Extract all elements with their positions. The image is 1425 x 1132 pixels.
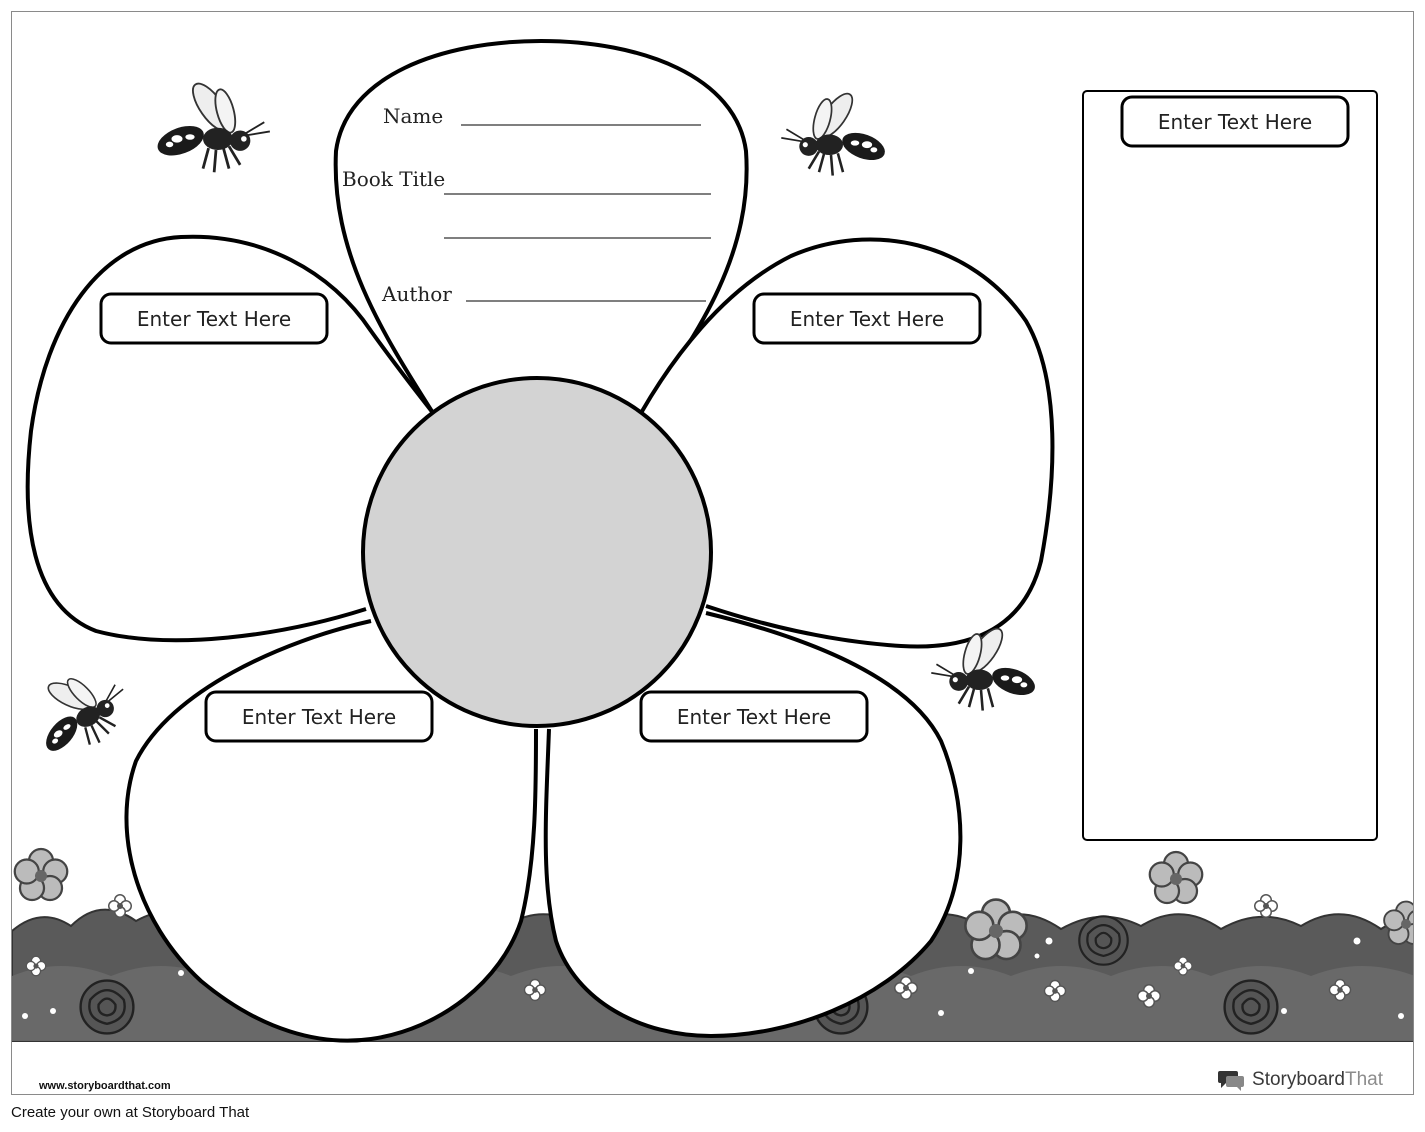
petal-label-text: Enter Text Here [789,307,945,331]
petal-label-text: Enter Text Here [136,307,292,331]
brand-name-story: Storyboard [1252,1069,1345,1090]
book-title-label: Book Title [342,167,446,191]
side-panel[interactable] [1083,91,1377,840]
footer-url[interactable]: www.storyboardthat.com [39,1080,171,1092]
side-panel-title: Enter Text Here [1157,110,1313,134]
name-label: Name [383,104,444,128]
wasp-icon [781,89,888,176]
petal-label-lower-left[interactable] [206,692,432,741]
petal-label-upper-left[interactable] [101,294,327,343]
author-label: Author [382,282,452,306]
petal-label-upper-right[interactable] [754,294,980,343]
worksheet-page [11,11,1414,1095]
wasp-icon [15,650,140,768]
petal-label-text: Enter Text Here [676,705,832,729]
page-caption[interactable]: Create your own at Storyboard That [11,1104,250,1121]
side-panel-title-box[interactable] [1122,97,1348,146]
wasp-icon [154,78,270,172]
petal-label-text: Enter Text Here [241,705,397,729]
storyboardthat-logo[interactable] [1218,1068,1383,1092]
brand-name [1252,1069,1383,1091]
speech-bubble-icon [1218,1068,1246,1092]
petal-label-lower-right[interactable] [641,692,867,741]
flower-center[interactable] [363,378,711,726]
brand-name-that: That [1344,1069,1383,1090]
